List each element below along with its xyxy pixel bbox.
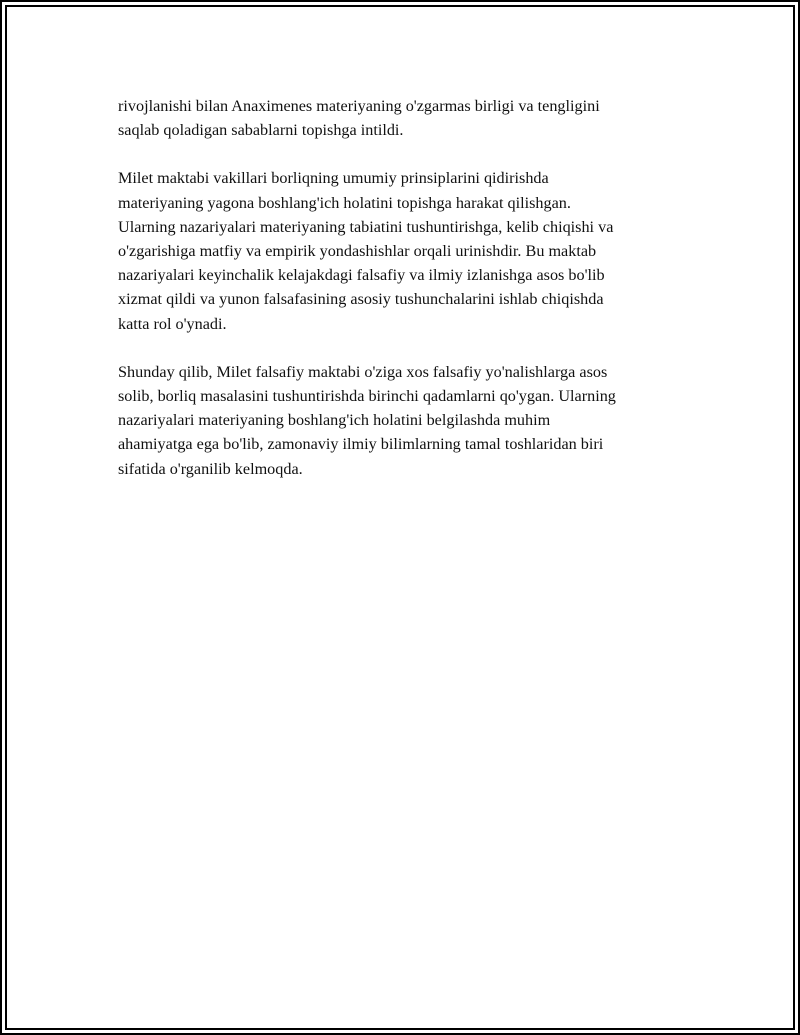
paragraph-3 [118,360,693,481]
text-line: Shunday qilib, Milet falsafiy maktabi o'ziga xos falsafiy yo'nalishlarga asos [118,362,608,381]
text-line: o'zgarishiga matfiy va empirik yondashishlar orqali urinishdir. Bu maktab [118,242,597,261]
text-line: Milet maktabi vakillari borliqning umumiy prinsiplarini qidirishda [118,169,549,188]
document-body [118,94,693,505]
text-line: materiyaning yagona boshlang'ich holatini topishga harakat qilishgan. [118,193,571,212]
text-line: Ularning nazariyalari materiyaning tabiatini tushuntirishga, kelib chiqishi va [118,217,614,236]
paragraph-1 [118,94,693,142]
text-line: nazariyalari materiyaning boshlang'ich holatini belgilashda muhim [118,411,551,430]
text-line: saqlab qoladigan sabablarni topishga intildi. [118,121,404,140]
text-line: rivojlanishi bilan Anaximenes materiyaning o'zgarmas birligi va tengligini [118,97,600,115]
text-line: xizmat qildi va yunon falsafasining asosiy tushunchalarini ishlab chiqishda [118,290,604,309]
text-line: nazariyalari keyinchalik kelajakdagi falsafiy va ilmiy izlanishga asos bo'lib [118,266,605,285]
text-line: katta rol o'ynadi. [118,314,227,333]
text-line: solib, borliq masalasini tushuntirishda birinchi qadamlarni qo'ygan. Ularning [118,387,616,406]
paragraph-2 [118,166,693,335]
text-line: ahamiyatga ega bo'lib, zamonaviy ilmiy bilimlarning tamal toshlaridan biri [118,435,604,454]
text-line: sifatida o'rganilib kelmoqda. [118,459,303,478]
